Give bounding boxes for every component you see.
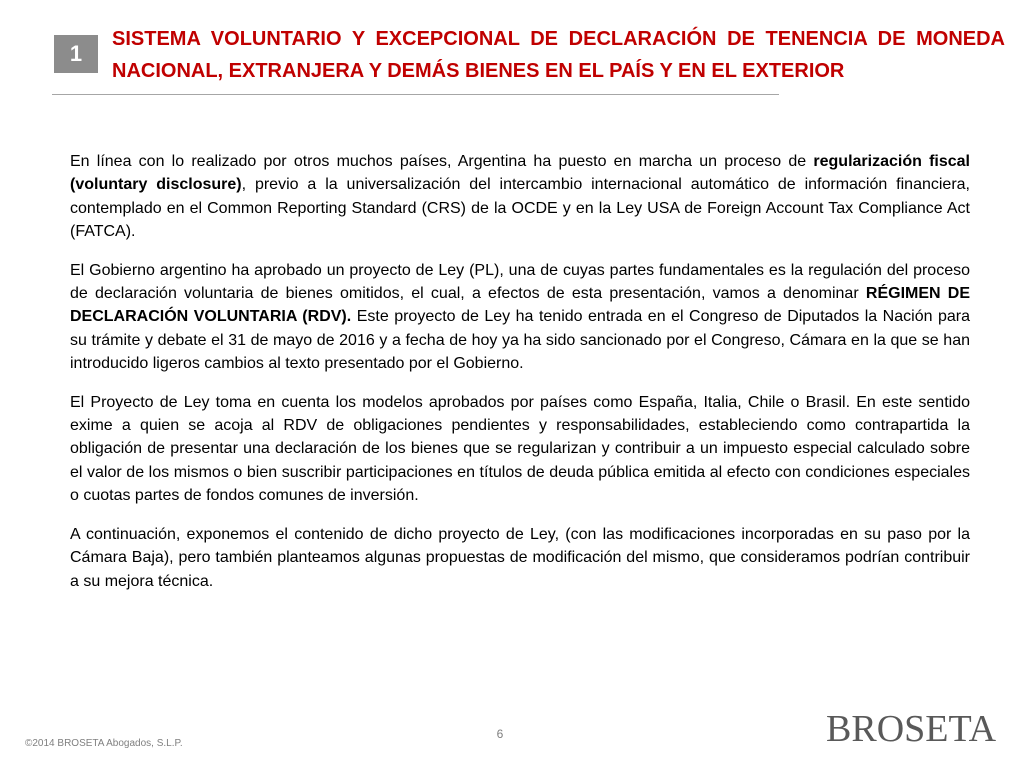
footer-copyright: ©2014 BROSETA Abogados, S.L.P. (25, 738, 183, 749)
paragraph-1-bold: regularización fiscal (voluntary disclosure) (70, 153, 970, 194)
page-number: 6 (496, 727, 504, 741)
paragraph-4: A continuación, exponemos el contenido de dicho proyecto de Ley, (con las modificaciones incorporadas en su paso por la Cámara Baja), pero también planteamos algunas propuestas de modificación del mismo, que consideramos podrían contribuir a su mejora técnica. (70, 525, 970, 590)
paragraph-2-text-a: El Gobierno argentino ha aprobado un proyecto de Ley (PL), una de cuyas partes fundamentales es la regulación del proceso de declaración voluntaria de bienes omitidos, el cual, a efectos de esta presentación, vamos a denominar (70, 261, 970, 303)
paragraph-1 (70, 150, 970, 244)
paragraph-1-text-b: , previo a la universalización del intercambio internacional automático de información financiera, contemplado en el Common Reporting Standard (CRS) de la OCDE y en la Ley USA de Foreign Account Tax Compliance Act (FATCA). (70, 176, 970, 241)
paragraph-3: El Proyecto de Ley toma en cuenta los modelos aprobados por países como España, Italia, Chile o Brasil. En este sentido exime a quien se acoja al RDV de obligaciones pendientes y responsabilidades, estableciendo como contrapartida la obligación de presentar una declaración de los bienes que se regularizan y contribuir a un impuesto especial calculado sobre el valor de los mismos o bien suscribir participaciones en títulos de deuda pública emitida al efecto con condiciones especiales o cuotas partes de fondos comunes de inversión. (70, 393, 970, 505)
paragraph-1-text-a: En línea con lo realizado por otros muchos países, Argentina ha puesto en marcha un proceso de (70, 153, 814, 170)
broseta-logo: BROSETA (826, 708, 997, 750)
title-divider (52, 94, 779, 95)
paragraph-2 (70, 259, 970, 376)
section-number-badge: 1 (54, 35, 98, 73)
body-text (70, 150, 970, 608)
paragraph-2-text-b: Este proyecto de Ley ha tenido entrada en el Congreso de Diputados la Nación para su trámite y debate el 31 de mayo de 2016 y a fecha de hoy ya ha sido sancionado por el Congreso, Cámara en la que se han introducido ligeros cambios al texto presentado por el Gobierno. (70, 308, 971, 373)
paragraph-2-bold: RÉGIMEN DE DECLARACIÓN VOLUNTARIA (RDV). (70, 285, 971, 326)
slide-title: SISTEMA VOLUNTARIO Y EXCEPCIONAL DE DECLARACIÓN DE TENENCIA DE MONEDA NACIONAL, EXTRANJERA Y DEMÁS BIENES EN EL PAÍS Y EN EL EXTERIOR (112, 28, 1005, 82)
